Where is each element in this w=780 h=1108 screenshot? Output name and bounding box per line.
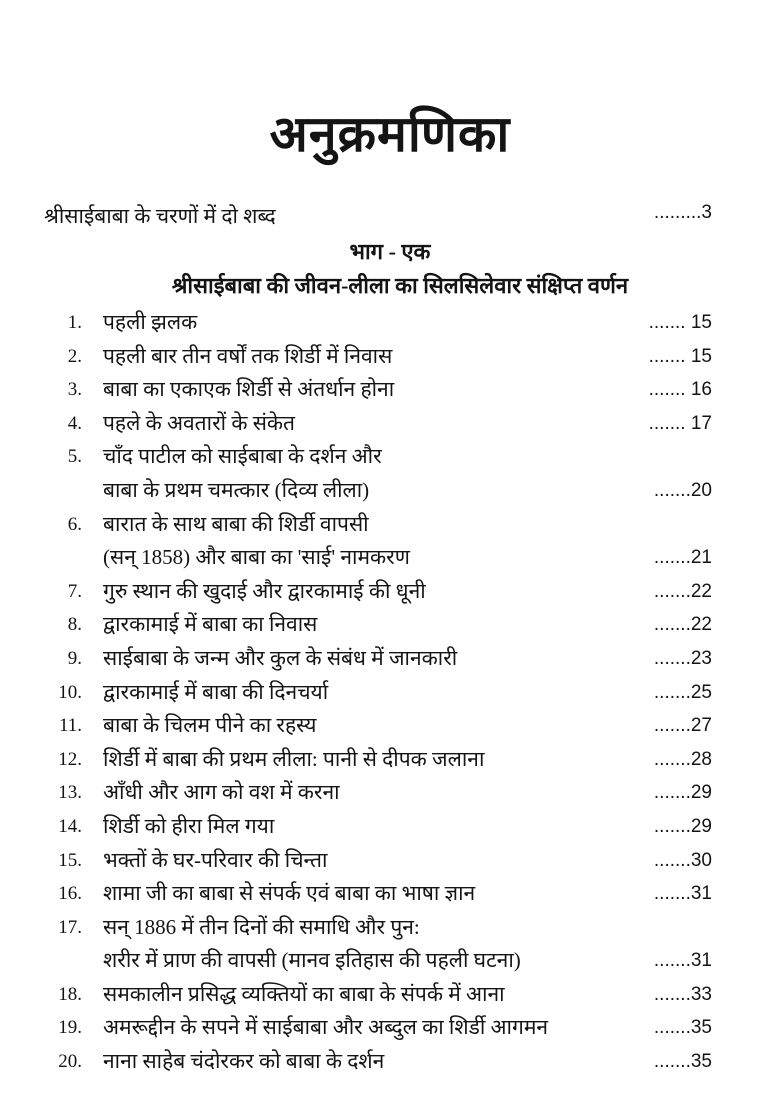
toc-entry-number: 9.: [67, 647, 82, 669]
toc-entry: [0, 474, 712, 508]
toc-entry: [0, 944, 712, 978]
toc-entry: [0, 642, 712, 676]
toc-page-number: .......22: [653, 614, 712, 636]
toc-entry: [0, 306, 712, 340]
toc-entry-text: (सन् 1858) और बाबा का 'साई' नामकरण: [103, 545, 410, 570]
toc-entry-number: 19.: [58, 1017, 82, 1039]
toc-entry-number: 12.: [58, 748, 82, 770]
toc-entry-number: 17.: [58, 916, 82, 938]
toc-entry: [0, 608, 712, 642]
toc-entry-number: 2.: [67, 345, 82, 367]
toc-entry-text: शरीर में प्राण की वापसी (मानव इतिहास की पहली घटना): [103, 948, 521, 973]
toc-entry-text: गुरु स्थान की खुदाई और द्वारकामाई की धूनी: [103, 578, 426, 603]
toc-entry-text: पहली झलक: [103, 310, 198, 334]
toc-page-number: .......35: [653, 1051, 712, 1073]
toc-entry-number: 20.: [58, 1051, 82, 1073]
toc-entry: [0, 1011, 712, 1045]
toc-entry-number: 3.: [67, 379, 82, 401]
toc-entry: [0, 541, 712, 575]
toc-entry: [0, 575, 712, 609]
toc-entry: [0, 440, 712, 474]
table-of-contents: [0, 306, 712, 1079]
toc-page-number: .......25: [653, 681, 712, 703]
toc-entry-text: आँधी और आग को वश में करना: [103, 780, 340, 805]
toc-page-number: ....... 17: [648, 412, 712, 434]
toc-page-number: .......31: [653, 883, 712, 905]
toc-entry-number: 13.: [58, 782, 82, 804]
toc-page-number: .......33: [653, 983, 712, 1005]
toc-entry: [0, 978, 712, 1012]
toc-entry-text: समकालीन प्रसिद्ध व्यक्तियों का बाबा के संपर्क में आना: [103, 981, 505, 1006]
toc-entry: [0, 1045, 712, 1079]
toc-page-number: .......21: [653, 547, 712, 569]
toc-entry-text: श्रीसाईबाबा के चरणों में दो शब्द: [44, 204, 276, 228]
toc-page-number: .......20: [653, 479, 712, 501]
toc-page-number: ....... 15: [648, 312, 712, 333]
toc-page-number: ....... 15: [648, 345, 712, 367]
toc-entry-number: 10.: [58, 681, 82, 703]
toc-page-number: .......22: [653, 580, 712, 602]
toc-entry: [0, 810, 712, 844]
toc-entry: [0, 844, 712, 878]
toc-entry-number: 6.: [67, 513, 82, 535]
toc-entry-text: शामा जी का बाबा से संपर्क एवं बाबा का भाषा ज्ञान: [103, 881, 476, 906]
toc-entry-text: बाबा के चिलम पीने का रहस्य: [103, 713, 317, 738]
toc-entry-number: 14.: [58, 815, 82, 837]
toc-entry: [0, 407, 712, 441]
toc-entry-text: साईबाबा के जन्म और कुल के संबंध में जानकारी: [103, 645, 458, 670]
toc-page-number: .......30: [653, 849, 712, 871]
toc-entry: [0, 743, 712, 777]
toc-entry: [0, 508, 712, 542]
toc-entry: [0, 877, 712, 911]
toc-entry-text: पहली बार तीन वर्षों तक शिर्डी में निवास: [103, 343, 393, 368]
toc-entry-text: द्वारकामाई में बाबा की दिनचर्या: [103, 679, 329, 704]
toc-entry: [0, 373, 712, 407]
toc-entry-number: 18.: [58, 983, 82, 1005]
toc-page-number: .......35: [653, 1017, 712, 1039]
toc-entry-number: 1.: [67, 312, 82, 333]
toc-page-number: .......23: [653, 647, 712, 669]
toc-page-number: .......31: [653, 950, 712, 972]
toc-entry-text: द्वारकामाई में बाबा का निवास: [103, 612, 318, 637]
toc-page-number: .......29: [653, 815, 712, 837]
toc-entry-text: पहले के अवतारों के संकेत: [103, 410, 296, 435]
toc-entry-number: 4.: [67, 412, 82, 434]
toc-entry-text: सन् 1886 में तीन दिनों की समाधि और पुन:: [103, 914, 420, 939]
toc-entry-text: शिर्डी को हीरा मिल गया: [103, 813, 275, 838]
toc-page-number: .......27: [653, 715, 712, 737]
toc-entry-text: बाबा का एकाएक शिर्डी से अंतर्धान होना: [103, 377, 395, 402]
toc-entry-number: 7.: [67, 580, 82, 602]
toc-entry-number: 8.: [67, 614, 82, 636]
toc-entry-text: चाँद पाटील को साईबाबा के दर्शन और: [103, 444, 382, 469]
toc-entry: [0, 676, 712, 710]
toc-entry-number: 11.: [58, 715, 82, 737]
toc-entry-text: बारात के साथ बाबा की शिर्डी वापसी: [103, 511, 369, 536]
toc-entry-text: नाना साहेब चंदोरकर को बाबा के दर्शन: [103, 1049, 385, 1074]
page-title: अनुक्रमणिका: [269, 106, 511, 162]
toc-entry-number: 5.: [67, 446, 82, 468]
toc-intro-entry: [44, 202, 712, 234]
toc-entry-text: अमरूद्दीन के सपने में साईबाबा और अब्दुल का शिर्डी आगमन: [103, 1015, 549, 1040]
toc-entry-text: भक्तों के घर-परिवार की चिन्ता: [103, 847, 328, 872]
toc-page-number: .......28: [653, 748, 712, 770]
toc-entry: [0, 709, 712, 743]
toc-page-number: ....... 16: [648, 379, 712, 401]
toc-page-number: .......29: [653, 782, 712, 804]
toc-entry-number: 15.: [58, 849, 82, 871]
toc-entry-text: बाबा के प्रथम चमत्कार (दिव्य लीला): [103, 477, 370, 502]
toc-entry: [0, 911, 712, 945]
toc-entry: [0, 776, 712, 810]
toc-entry-number: 16.: [58, 883, 82, 905]
part-subtitle: श्रीसाईबाबा की जीवन-लीला का सिलसिलेवार संक्षिप्त वर्णन: [171, 273, 629, 298]
part-heading: भाग - एक: [349, 239, 431, 264]
toc-page-number: .........3: [653, 202, 712, 223]
toc-entry-text: शिर्डी में बाबा की प्रथम लीला: पानी से दीपक जलाना: [103, 746, 485, 771]
toc-entry: [0, 340, 712, 374]
